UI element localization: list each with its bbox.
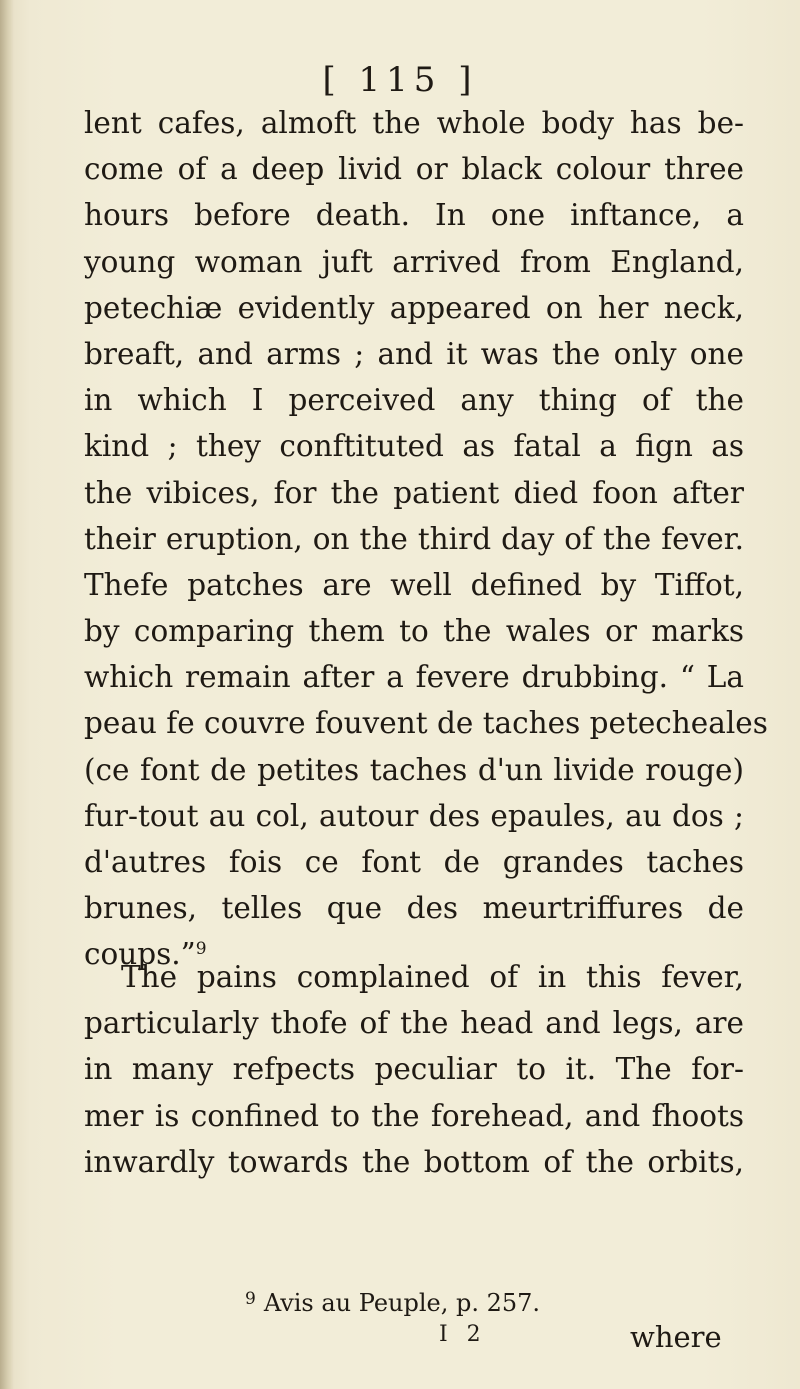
text-line: young woman juft arrived from England, (84, 244, 744, 279)
footnote (245, 1289, 540, 1317)
text-line: their eruption, on the third day of the fever. (84, 521, 744, 556)
quote-end-text: coups.” (84, 937, 196, 972)
text-line: by comparing them to the wales or marks (84, 614, 744, 649)
text-line: fur-tout au col, autour des epaules, au dos ; (84, 798, 744, 833)
footnote-reference: 9 (195, 939, 207, 960)
text-line: which remain after a fevere drubbing. “ La (84, 660, 744, 695)
text-line: lent cafes, almoft the whole body has be- (84, 106, 744, 140)
text-line: petechiæ evidently appeared on her neck, (84, 290, 744, 325)
spine-shadow (0, 0, 14, 1389)
signature-mark: I 2 (439, 1322, 487, 1347)
text-line: d'autres fois ce font de grandes taches (84, 845, 744, 879)
paragraph-2 (84, 954, 744, 1185)
page-number-header: [ 115 ] (322, 60, 478, 100)
text-line: breaft, and arms ; and it was the only one (84, 336, 744, 371)
text-line: (ce font de petites taches d'un livide rouge) (84, 752, 744, 787)
text-line: hours before death. In one inftance, a (84, 198, 744, 233)
paragraph-1 (84, 100, 768, 978)
text-line: peau fe couvre fouvent de taches petecheales (84, 706, 768, 741)
text-line: in many refpects peculiar to it. The for- (84, 1052, 744, 1087)
text-line: brunes, telles que des meurtriffures de (84, 891, 744, 926)
text-line: Thefe patches are well defined by Tiffot, (84, 567, 744, 602)
text-line: in which I perceived any thing of the (84, 383, 744, 418)
text-line: mer is confined to the forehead, and fhoots (84, 1098, 744, 1133)
text-line: inwardly towards the bottom of the orbits, (84, 1144, 744, 1179)
text-line: The pains complained of in this fever, (121, 960, 744, 994)
text-line: come of a deep livid or black colour three (84, 152, 744, 187)
footnote-text: Avis au Peuple, p. 257. (263, 1289, 541, 1317)
catchword: where (630, 1320, 722, 1354)
text-line: kind ; they conftituted as fatal a fign as (84, 429, 744, 464)
text-line: the vibices, for the patient died foon after (84, 475, 744, 510)
footnote-number: 9 (245, 1289, 256, 1309)
text-line: particularly thofe of the head and legs, are (84, 1006, 744, 1041)
